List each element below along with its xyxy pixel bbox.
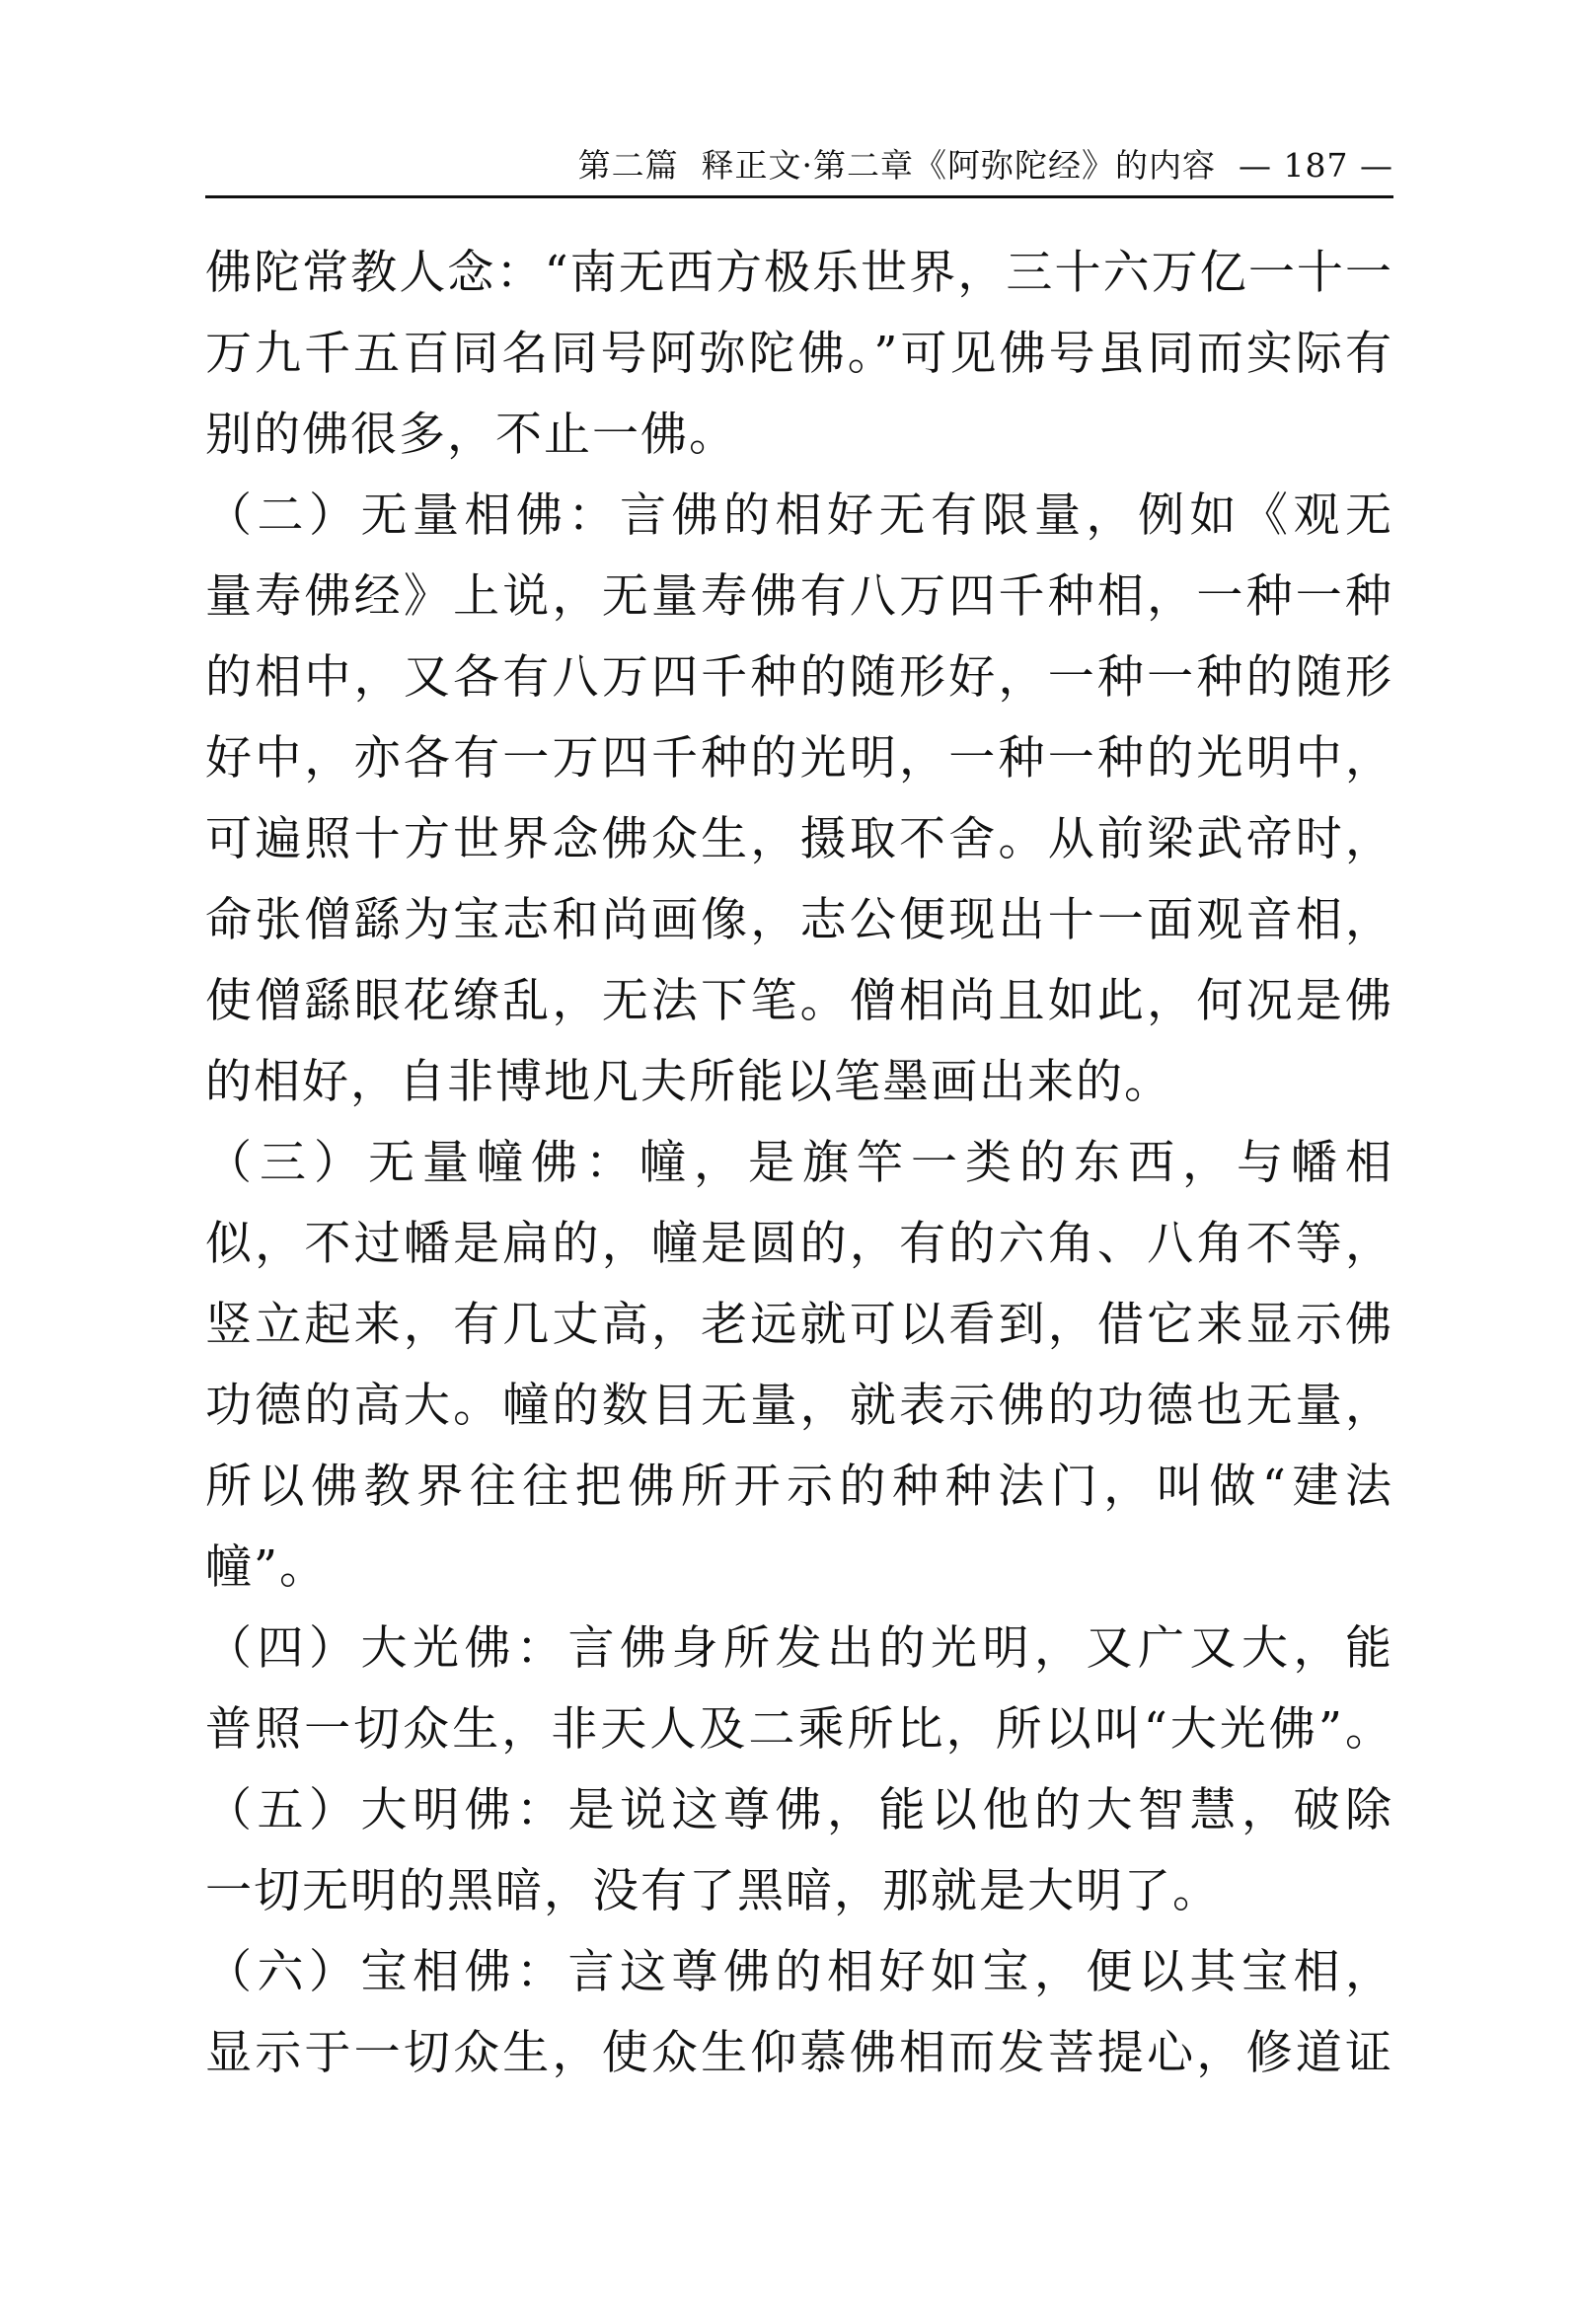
text-line: 可遍照十方世界念佛众生，摄取不舍。从前梁武帝时， <box>205 812 1393 866</box>
page-number: — 187 — <box>1239 146 1393 185</box>
text-line: （二）无量相佛：言佛的相好无有限量，例如《观无 <box>205 488 1393 543</box>
text-line: 所以佛教界往往把佛所开示的种种法门，叫做“建法 <box>205 1460 1393 1514</box>
text-line: 似，不过幡是扁的，幢是圆的，有的六角、八角不等， <box>205 1217 1393 1271</box>
body-text <box>205 233 1393 2094</box>
text-line: 显示于一切众生，使众生仰慕佛相而发菩提心，修道证 <box>205 2026 1393 2080</box>
text-line: 的相中，又各有八万四千种的随形好，一种一种的随形 <box>205 650 1393 705</box>
header-part: 第二篇 <box>577 146 679 185</box>
text-line: 量寿佛经》上说，无量寿佛有八万四千种相，一种一种 <box>205 569 1393 624</box>
text-line: 别的佛很多，不止一佛。 <box>205 408 737 462</box>
text-line: 好中，亦各有一万四千种的光明，一种一种的光明中， <box>205 731 1393 786</box>
text-line: 万九千五百同名同号阿弥陀佛。”可见佛号虽同而实际有 <box>205 327 1393 381</box>
running-header <box>205 144 1393 198</box>
text-line: 竖立起来，有几丈高，老远就可以看到，借它来显示佛 <box>205 1298 1393 1352</box>
header-section: 释正文·第二章《阿弥陀经》的内容 <box>701 146 1217 185</box>
text-line: 命张僧繇为宝志和尚画像，志公便现出十一面观音相， <box>205 893 1393 947</box>
text-line: 幢”。 <box>205 1540 329 1595</box>
text-line: （四）大光佛：言佛身所发出的光明，又广又大，能 <box>205 1621 1393 1676</box>
text-line: （五）大明佛：是说这尊佛，能以他的大智慧，破除 <box>205 1783 1393 1837</box>
text-line: 使僧繇眼花缭乱，无法下笔。僧相尚且如此，何况是佛 <box>205 974 1393 1028</box>
text-line: 普照一切众生，非天人及二乘所比，所以叫“大光佛”。 <box>205 1702 1393 1757</box>
text-line: 一切无明的黑暗，没有了黑暗，那就是大明了。 <box>205 1864 1221 1918</box>
text-line: 佛陀常教人念：“南无西方极乐世界，三十六万亿一十一 <box>205 246 1393 300</box>
text-line: （三）无量幢佛：幢，是旗竿一类的东西，与幡相 <box>205 1136 1393 1190</box>
text-line: 功德的高大。幢的数目无量，就表示佛的功德也无量， <box>205 1379 1393 1433</box>
text-line: （六）宝相佛：言这尊佛的相好如宝，便以其宝相， <box>205 1945 1393 1999</box>
text-line: 的相好，自非博地凡夫所能以笔墨画出来的。 <box>205 1055 1172 1109</box>
